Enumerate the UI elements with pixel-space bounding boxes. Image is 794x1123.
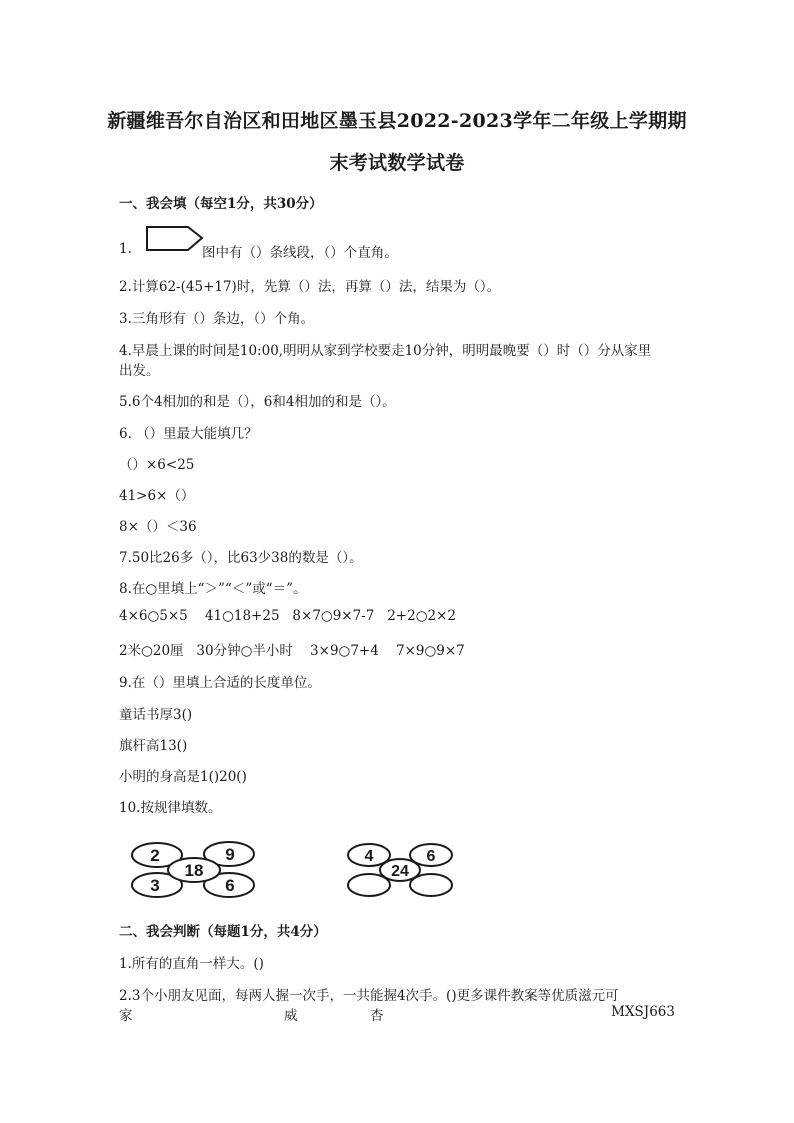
question-6-c: 8×（）＜36	[119, 519, 197, 535]
circle-center-number: 18	[184, 861, 204, 880]
pattern-circles-example	[126, 838, 266, 902]
footer-word-2: 威	[284, 1008, 298, 1024]
question-8-row1: 4×6○5×5 41○18+25 8×7○9×7-7 2+2○2×2	[119, 608, 456, 624]
question-6-b: 41>6×（）	[119, 488, 195, 504]
question-7: 7.50比26多（），比63少38的数是（）。	[119, 550, 363, 566]
circle-center-number: 24	[391, 863, 409, 880]
question-9: 9.在（）里填上合适的长度单位。	[119, 675, 321, 691]
pentagon-figure	[146, 226, 204, 252]
circle-top-left-number: 2	[150, 846, 160, 865]
question-4-line2: 出发。	[119, 363, 160, 379]
question-5: 5.6个4相加的和是（），6和4相加的和是（）。	[119, 394, 396, 410]
exam-title-line2: 末考试数学试卷	[329, 152, 465, 174]
footer-word-3: 杏	[370, 1008, 384, 1024]
question-6: 6. （）里最大能填几？	[119, 426, 258, 442]
footer-watermark-line	[119, 1004, 675, 1024]
question-1-text: 图中有（）条线段，（）个直角。	[202, 245, 398, 261]
circle-top-left-number: 4	[364, 848, 374, 865]
question-1-number: 1.	[119, 241, 132, 257]
circle-bottom-left-number: 3	[150, 876, 160, 895]
section2-heading: 二、我会判断（每题1分，共4分）	[119, 924, 327, 940]
question-10: 10.按规律填数。	[119, 800, 222, 816]
question-3: 3.三角形有（）条边，（）个角。	[119, 311, 315, 327]
question-6-a: （）×6<25	[119, 457, 195, 473]
question-2: 2.计算62-(45+17)时，先算（）法，再算（）法，结果为（）。	[119, 279, 501, 295]
question-8-row2: 2米○20厘 30分钟○半小时 3×9○7+4 7×9○9×7	[119, 643, 465, 659]
circle-bottom-right-number: 6	[225, 876, 235, 895]
pattern-circles-question	[343, 838, 463, 902]
question-9-c: 小明的身高是1()20()	[119, 769, 247, 785]
footer-word-1: 家	[119, 1008, 133, 1024]
question-8: 8.在○里填上“＞”“＜”或“＝”。	[119, 581, 307, 597]
exam-title-line1: 新疆维吾尔自治区和田地区墨玉县2022-2023学年二年级上学期期	[107, 110, 687, 132]
question-9-a: 童话书厚3()	[119, 707, 193, 723]
judge-question-1: 1.所有的直角一样大。()	[119, 956, 264, 972]
circle-top-right-number: 9	[225, 845, 235, 864]
question-4-line1: 4.早晨上课的时间是10:00,明明从家到学校要走10分钟，明明最晚要（）时（）分从家里	[119, 343, 652, 359]
judge-question-2: 2.3个小朋友见面，每两人握一次手，一共能握4次手。()更多课件教案等优质滋元可	[119, 988, 619, 1004]
question-9-b: 旗杆高13()	[119, 738, 188, 754]
footer-word-4: MXSJ663	[611, 1004, 675, 1020]
circle-top-right-number: 6	[426, 848, 436, 865]
section1-heading: 一、我会填（每空1分，共30分）	[119, 196, 323, 212]
